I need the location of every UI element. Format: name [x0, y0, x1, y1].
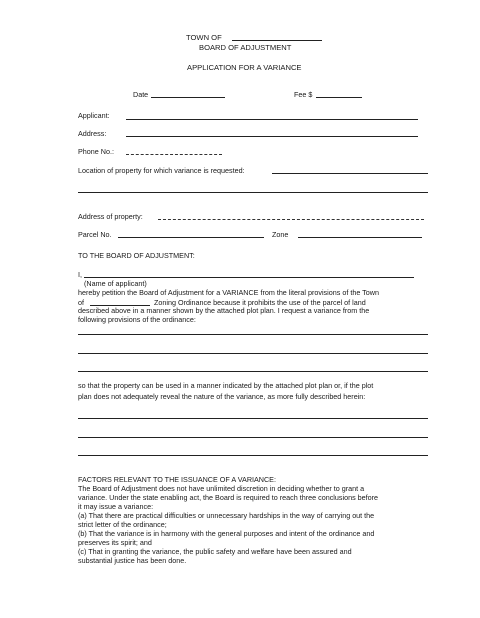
address-of-property-label: Address of property:	[78, 212, 143, 221]
i-label: I,	[78, 270, 82, 279]
so-that-line-2: plan does not adequately reveal the nature of the variance, as more fully described herein:	[78, 392, 366, 401]
zone-field[interactable]	[298, 237, 422, 238]
location-field[interactable]	[272, 173, 428, 174]
location-label: Location of property for which variance is requested:	[78, 166, 245, 175]
petition-line-1: hereby petition the Board of Adjustment for a VARIANCE from the literal provisions of the Town	[78, 288, 379, 297]
fee-field[interactable]	[316, 97, 362, 98]
fee-label: Fee $	[294, 90, 313, 99]
name-hint: (Name of applicant)	[84, 279, 147, 288]
factors-heading: FACTORS RELEVANT TO THE ISSUANCE OF A VARIANCE:	[78, 475, 276, 484]
parcel-label: Parcel No.	[78, 230, 112, 239]
so-that-line-1: so that the property can be used in a manner indicated by the attached plot plan or, if the plot	[78, 381, 374, 390]
town-label: TOWN OF	[186, 33, 222, 42]
provisions-line-1[interactable]	[78, 334, 428, 335]
factors-line-7: preserves its spirit; and	[78, 538, 152, 547]
factors-line-3: it may issue a variance:	[78, 502, 154, 511]
location-field-line-2[interactable]	[78, 192, 428, 193]
factors-line-5: strict letter of the ordinance;	[78, 520, 167, 529]
applicant-field[interactable]	[126, 119, 418, 120]
address-of-property-field[interactable]	[158, 219, 424, 220]
town-name-line[interactable]	[232, 40, 322, 41]
salutation: TO THE BOARD OF ADJUSTMENT:	[78, 251, 195, 260]
parcel-field[interactable]	[118, 237, 264, 238]
date-label: Date	[133, 90, 149, 99]
date-field[interactable]	[151, 97, 225, 98]
factors-line-1: The Board of Adjustment does not have unlimited discretion in deciding whether to grant a	[78, 484, 365, 493]
petition-line-3: described above in a manner shown by the attached plot plan. I request a variance from the	[78, 306, 370, 315]
factors-line-9: substantial justice has been done.	[78, 556, 187, 565]
petition-line-4: following provisions of the ordinance:	[78, 315, 196, 324]
phone-label: Phone No.:	[78, 147, 114, 156]
phone-field[interactable]	[126, 154, 222, 155]
petition-line-2-post: Zoning Ordinance because it prohibits the use of the parcel of land	[154, 298, 366, 307]
address-field[interactable]	[126, 136, 418, 137]
factors-line-8: (c) That in granting the variance, the public safety and welfare have been assured and	[78, 547, 352, 556]
zone-label: Zone	[272, 230, 289, 239]
factors-line-6: (b) That the variance is in harmony with the general purposes and intent of the ordinance and	[78, 529, 375, 538]
address-label: Address:	[78, 129, 107, 138]
applicant-label: Applicant:	[78, 111, 110, 120]
description-line-2[interactable]	[78, 437, 428, 438]
page-title: APPLICATION FOR A VARIANCE	[187, 63, 302, 72]
factors-line-2: variance. Under the state enabling act, the Board is required to reach three conclusions before	[78, 493, 379, 502]
provisions-line-2[interactable]	[78, 353, 428, 354]
applicant-name-field[interactable]	[84, 277, 414, 278]
factors-line-4: (a) That there are practical difficulties or unnecessary hardships in the way of carrying out the	[78, 511, 375, 520]
description-line-3[interactable]	[78, 455, 428, 456]
description-line-1[interactable]	[78, 418, 428, 419]
petition-line-2-pre: of	[78, 298, 84, 307]
provisions-line-3[interactable]	[78, 371, 428, 372]
board-title: BOARD OF ADJUSTMENT	[199, 43, 292, 52]
